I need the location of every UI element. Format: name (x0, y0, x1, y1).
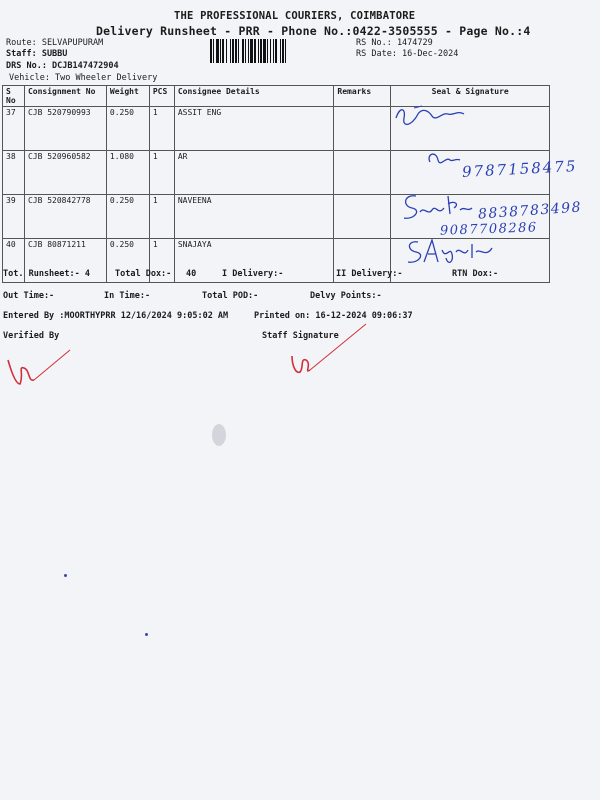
barcode-bar (210, 39, 212, 63)
barcode-bar (273, 39, 274, 63)
barcode-bar (270, 39, 271, 63)
col-consignee-header: Consignee Details (174, 86, 334, 107)
cell-weight: 0.250 (106, 239, 149, 283)
cell-pcs: 1 (149, 151, 174, 195)
col-sno-header: S No (3, 86, 25, 107)
rs-date: RS Date: 16-Dec-2024 (356, 49, 459, 59)
rtn-dox-label: RTN Dox:- (452, 269, 499, 279)
barcode-bar (267, 39, 268, 63)
barcode-bar (260, 39, 262, 63)
col-remarks-header: Remarks (334, 86, 391, 107)
barcode-image (210, 39, 350, 63)
barcode-bar (226, 39, 227, 63)
cell-weight: 1.080 (106, 151, 149, 195)
delivery-points-label: Delvy Points:- (310, 291, 382, 301)
scan-speck (145, 633, 148, 636)
barcode-bar (230, 39, 231, 63)
col-weight-header: Weight (106, 86, 149, 107)
barcode-bar (242, 39, 244, 63)
route-label: Route: SELVAPUPURAM (6, 38, 104, 48)
rs-number: RS No.: 1474729 (356, 38, 433, 48)
cell-pcs: 1 (149, 195, 174, 239)
cell-consignment: CJB 520790993 (24, 107, 106, 151)
drs-number: DRS No.: DCJB147472904 (6, 61, 119, 71)
barcode-bar (213, 39, 214, 63)
cell-consignment: CJB 520960582 (24, 151, 106, 195)
cell-weight: 0.250 (106, 107, 149, 151)
barcode-bar (238, 39, 239, 63)
cell-sno: 39 (3, 195, 25, 239)
signature-row1-image (392, 100, 472, 130)
barcode-bar (263, 39, 266, 63)
barcode-bar (250, 39, 253, 63)
staff-signature-label: Staff Signature (262, 331, 339, 341)
cell-consignee: ASSIT ENG (174, 107, 334, 151)
barcode-bar (282, 39, 284, 63)
entered-by: Entered By :MOORTHYPRR 12/16/2024 9:05:02 AM (3, 311, 229, 321)
signature-row3-image (398, 190, 478, 224)
runsheet-subtitle: Delivery Runsheet - PRR - Phone No.:0422-3505555 - Page No.:4 (96, 24, 531, 38)
barcode-bar (258, 39, 259, 63)
first-delivery-label: I Delivery:- (222, 269, 284, 279)
cell-remarks (334, 151, 391, 195)
vehicle-label: Vehicle: Two Wheeler Delivery (9, 73, 158, 83)
cell-weight: 0.250 (106, 195, 149, 239)
staff-signature-mark (282, 318, 372, 378)
handwritten-phone-3: 9087708286 (439, 220, 538, 239)
cell-sno: 38 (3, 151, 25, 195)
barcode-bar (245, 39, 246, 63)
cell-pcs: 1 (149, 107, 174, 151)
cell-pcs: 1 (149, 239, 174, 283)
barcode-bar (285, 39, 286, 63)
signature-row4-image (404, 236, 500, 268)
total-pod-label: Total POD:- (202, 291, 259, 301)
handwritten-phone-1: 9787158475 (461, 156, 578, 182)
verified-by-label: Verified By (3, 331, 60, 341)
cell-remarks (334, 107, 391, 151)
barcode-bar (235, 39, 237, 63)
cell-consignee: SNAJAYA (174, 239, 334, 283)
company-name: THE PROFESSIONAL COURIERS, COIMBATORE (174, 10, 416, 22)
cell-consignment: CJB 520842778 (24, 195, 106, 239)
col-signature-header: Seal & Signature (391, 86, 550, 107)
barcode-bar (280, 39, 281, 63)
total-dox-label: Total Dox:- (115, 269, 172, 279)
out-time-label: Out Time:- (3, 291, 55, 301)
barcode-bar (220, 39, 221, 63)
in-time-label: In Time:- (104, 291, 151, 301)
cell-sno: 37 (3, 107, 25, 151)
verified-signature-mark (4, 344, 74, 390)
barcode-bar (232, 39, 234, 63)
cell-consignee: NAVEENA (174, 195, 334, 239)
second-delivery-label: II Delivery:- (336, 269, 403, 279)
col-pcs-header: PCS (149, 86, 174, 107)
staff-label: Staff: SUBBU (6, 49, 68, 59)
cell-consignee: AR (174, 151, 334, 195)
col-consignment-header: Consignment No (24, 86, 106, 107)
barcode-bar (254, 39, 256, 63)
handwritten-phone-2: 8838783498 (477, 199, 583, 223)
scan-smudge (212, 424, 226, 446)
barcode-bar (248, 39, 249, 63)
scan-speck (64, 574, 67, 577)
barcode-bar (275, 39, 277, 63)
cell-consignment: CJB 80871211 (24, 239, 106, 283)
cell-remarks (334, 195, 391, 239)
total-dox-value: 40 (186, 269, 197, 279)
signature-row2-image (424, 148, 464, 172)
cell-sno: 40 (3, 239, 25, 283)
barcode-bar (222, 39, 224, 63)
total-runsheet: Tot. Runsheet:- 4 (3, 269, 90, 279)
barcode-bar (216, 39, 219, 63)
printed-on: Printed on: 16-12-2024 09:06:37 (254, 311, 413, 321)
